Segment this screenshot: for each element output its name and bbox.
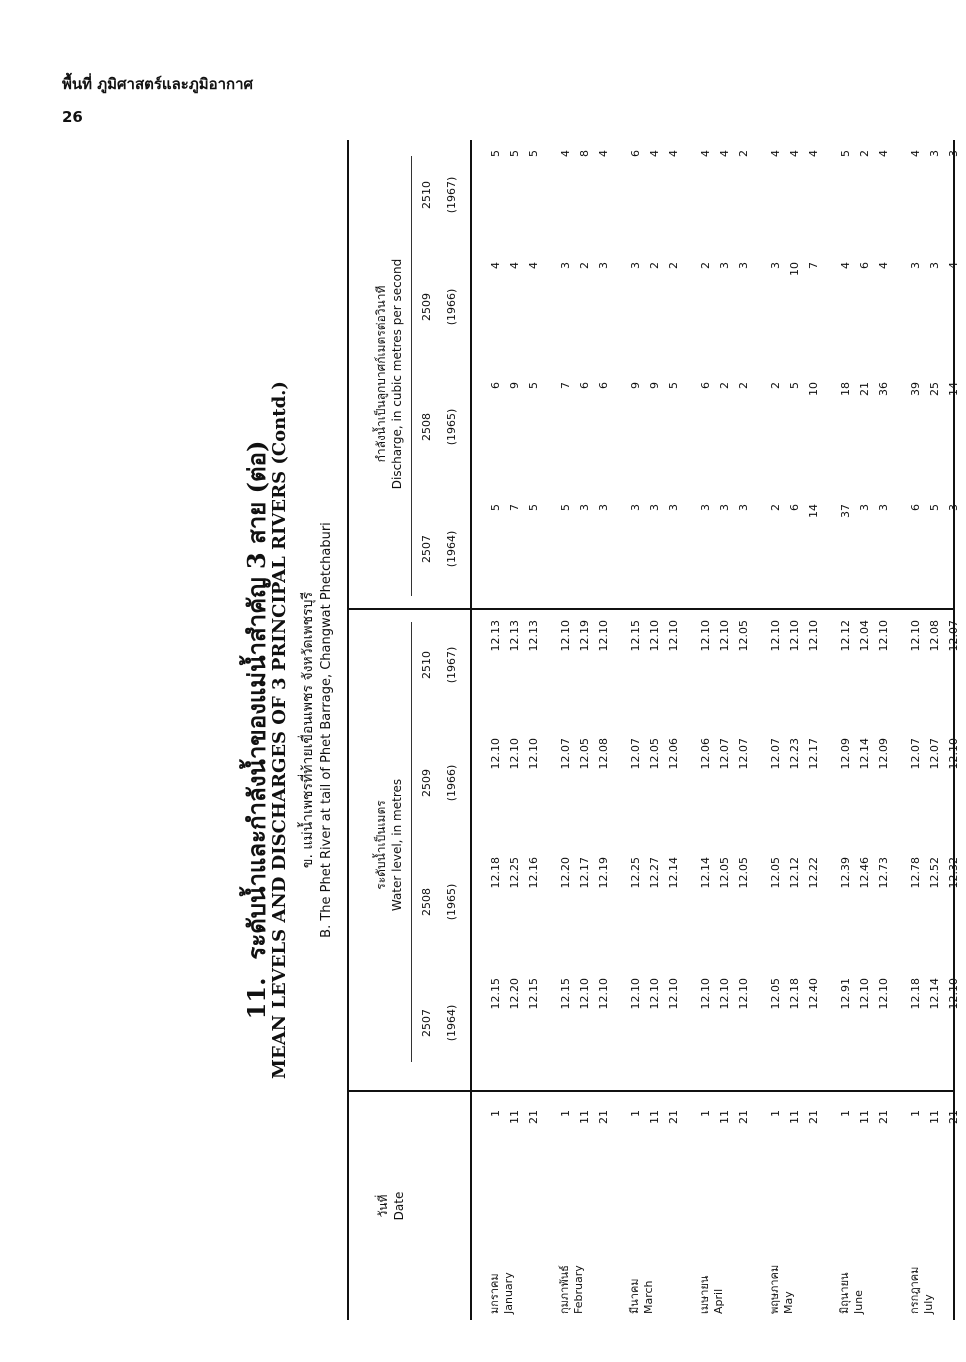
level-cell: 12.10 — [947, 738, 960, 770]
discharge-cell: 3 — [858, 504, 871, 511]
level-year-be: 2507 — [420, 1009, 433, 1037]
discharge-cell: 4 — [788, 150, 801, 157]
level-cell: 12.05 — [578, 738, 591, 770]
day-cell: 21 — [877, 1110, 890, 1124]
month-label-english: June — [852, 1290, 865, 1314]
discharge-cell: 18 — [839, 382, 852, 396]
level-cell: 12.10 — [769, 620, 782, 652]
discharge-cell: 4 — [807, 150, 820, 157]
level-cell: 12.10 — [559, 620, 572, 652]
level-cell: 12.10 — [858, 978, 871, 1010]
page-header: พื้นที่ ภูมิศาสตร์และภูมิอากาศ — [62, 75, 254, 93]
month-label-english: May — [782, 1291, 795, 1314]
day-cell: 11 — [578, 1110, 591, 1124]
level-cell: 12.07 — [769, 738, 782, 770]
discharge-cell: 5 — [928, 504, 941, 511]
level-cell: 12.09 — [839, 738, 852, 770]
discharge-cell: 4 — [718, 150, 731, 157]
level-cell: 12.12 — [839, 620, 852, 652]
month-label-thai: มีนาคม — [628, 1278, 641, 1314]
level-cell: 12.06 — [699, 738, 712, 770]
discharge-cell: 4 — [839, 262, 852, 269]
level-cell: 12.91 — [839, 978, 852, 1010]
header-bottom-rule — [470, 140, 472, 1320]
level-cell: 12.08 — [928, 620, 941, 652]
discharge-cell: 2 — [737, 382, 750, 389]
level-cell: 12.15 — [527, 978, 540, 1010]
level-year-ce: (1965) — [445, 883, 458, 921]
level-cell: 12.10 — [597, 620, 610, 652]
level-cell: 12.18 — [788, 978, 801, 1010]
month-label-english: July — [922, 1294, 935, 1314]
discharge-cell: 5 — [508, 150, 521, 157]
discharge-cell: 2 — [858, 150, 871, 157]
discharge-cell: 5 — [489, 504, 502, 511]
date-column-rule — [347, 1090, 953, 1092]
level-cell: 12.09 — [877, 738, 890, 770]
level-cell: 12.10 — [737, 978, 750, 1010]
level-year-be: 2509 — [420, 769, 433, 797]
discharge-cell: 3 — [928, 150, 941, 157]
discharge-header — [373, 140, 405, 608]
discharge-cell: 2 — [699, 262, 712, 269]
level-cell: 12.25 — [629, 857, 642, 889]
level-cell: 12.18 — [489, 857, 502, 889]
water-level-thai: ระดับน้ำเป็นเมตร — [374, 800, 388, 890]
level-cell: 12.18 — [909, 978, 922, 1010]
discharge-cell: 3 — [947, 504, 960, 511]
discharge-cell: 6 — [578, 382, 591, 389]
day-cell: 21 — [807, 1110, 820, 1124]
level-cell: 12.06 — [667, 738, 680, 770]
level-cell: 12.10 — [508, 738, 521, 770]
level-cell: 12.10 — [648, 978, 661, 1010]
discharge-cell: 4 — [947, 262, 960, 269]
level-cell: 12.15 — [559, 978, 572, 1010]
discharge-cell: 5 — [559, 504, 572, 511]
discharge-cell: 21 — [858, 382, 871, 396]
level-cell: 12.10 — [699, 978, 712, 1010]
discharge-cell: 3 — [718, 504, 731, 511]
discharge-cell: 3 — [597, 504, 610, 511]
title-english: MEAN LEVELS AND DISCHARGES OF 3 PRINCIPAL RIVERS (Contd.) — [269, 381, 290, 1079]
discharge-cell: 3 — [559, 262, 572, 269]
level-cell: 12.52 — [928, 857, 941, 889]
level-cell: 12.17 — [578, 857, 591, 889]
day-cell: 11 — [928, 1110, 941, 1124]
discharge-cell: 5 — [489, 150, 502, 157]
discharge-english: Discharge, in cubic metres per second — [390, 258, 404, 490]
level-cell: 12.40 — [807, 978, 820, 1010]
level-cell: 12.15 — [629, 620, 642, 652]
subtitle-english: B. The Phet River at tail of Phet Barrage, Changwat Phetchaburi — [319, 522, 334, 938]
level-cell: 12.07 — [928, 738, 941, 770]
level-cell: 12.07 — [559, 738, 572, 770]
level-cell: 12.13 — [508, 620, 521, 652]
level-cell: 12.08 — [597, 738, 610, 770]
level-cell: 12.07 — [629, 738, 642, 770]
discharge-cell: 2 — [737, 150, 750, 157]
month-label-english: January — [502, 1272, 515, 1314]
level-cell: 12.22 — [807, 857, 820, 889]
level-cell: 12.20 — [559, 857, 572, 889]
month-label-thai: เมษายน — [698, 1275, 711, 1314]
discharge-cell: 9 — [648, 382, 661, 389]
level-cell: 12.10 — [648, 620, 661, 652]
discharge-cell: 3 — [877, 504, 890, 511]
discharge-cell: 4 — [909, 150, 922, 157]
level-cell: 12.13 — [489, 620, 502, 652]
day-cell: 1 — [699, 1110, 712, 1117]
discharge-year-be: 2509 — [420, 293, 433, 321]
discharge-cell: 3 — [737, 504, 750, 511]
level-cell: 12.10 — [667, 620, 680, 652]
level-cell: 12.10 — [597, 978, 610, 1010]
table-title — [235, 140, 343, 1320]
title-thai-text: ระดับน้ำและกำลังน้ำของแม่น้ำสำคัญ 3 สาย (ต่อ) — [242, 440, 271, 960]
discharge-cell: 7 — [559, 382, 572, 389]
discharge-cell: 3 — [629, 504, 642, 511]
discharge-cell: 3 — [737, 262, 750, 269]
discharge-year-ce: (1967) — [445, 176, 458, 214]
discharge-cell: 4 — [508, 262, 521, 269]
discharge-cell: 7 — [508, 504, 521, 511]
level-cell: 12.07 — [947, 620, 960, 652]
discharge-cell: 2 — [667, 262, 680, 269]
month-label-english: April — [712, 1288, 725, 1314]
discharge-cell: 5 — [527, 504, 540, 511]
level-cell: 12.05 — [737, 857, 750, 889]
level-cell: 12.14 — [699, 857, 712, 889]
discharge-cell: 5 — [527, 150, 540, 157]
discharge-cell: 9 — [508, 382, 521, 389]
discharge-cell: 6 — [629, 150, 642, 157]
day-cell: 1 — [489, 1110, 502, 1117]
level-cell: 12.10 — [527, 738, 540, 770]
table-top-rule — [347, 140, 349, 1320]
discharge-group-rule — [411, 156, 412, 596]
water-level-english: Water level, in metres — [390, 778, 404, 912]
discharge-cell: 6 — [489, 382, 502, 389]
day-cell: 21 — [667, 1110, 680, 1124]
discharge-year-be: 2510 — [420, 181, 433, 209]
level-cell: 12.78 — [909, 857, 922, 889]
month-label-thai: มิถุนายน — [838, 1272, 851, 1314]
level-cell: 12.15 — [489, 978, 502, 1010]
level-cell: 12.07 — [737, 738, 750, 770]
discharge-cell: 5 — [788, 382, 801, 389]
level-cell: 12.17 — [807, 738, 820, 770]
discharge-cell: 4 — [489, 262, 502, 269]
water-level-header — [373, 610, 405, 1080]
level-cell: 12.05 — [648, 738, 661, 770]
level-cell: 12.32 — [947, 857, 960, 889]
discharge-cell: 37 — [839, 504, 852, 518]
discharge-cell: 14 — [807, 504, 820, 518]
day-cell: 1 — [839, 1110, 852, 1117]
discharge-cell: 6 — [909, 504, 922, 511]
day-cell: 1 — [559, 1110, 572, 1117]
date-header — [375, 1092, 407, 1320]
discharge-cell: 4 — [667, 150, 680, 157]
day-cell: 21 — [947, 1110, 960, 1124]
discharge-cell: 3 — [578, 504, 591, 511]
day-cell: 21 — [527, 1110, 540, 1124]
level-cell: 12.07 — [909, 738, 922, 770]
level-cell: 12.39 — [839, 857, 852, 889]
discharge-cell: 3 — [648, 504, 661, 511]
month-label-thai: พฤษภาคม — [768, 1264, 781, 1314]
discharge-cell: 2 — [718, 382, 731, 389]
rotated-table — [235, 140, 960, 1320]
month-label-thai: กรกฎาคม — [908, 1266, 921, 1314]
level-cell: 12.10 — [947, 978, 960, 1010]
level-year-ce: (1967) — [445, 646, 458, 684]
day-cell: 11 — [648, 1110, 661, 1124]
level-cell: 12.25 — [508, 857, 521, 889]
level-cell: 12.13 — [527, 620, 540, 652]
discharge-cell: 39 — [909, 382, 922, 396]
level-cell: 12.10 — [699, 620, 712, 652]
discharge-cell: 36 — [877, 382, 890, 396]
level-cell: 12.05 — [769, 857, 782, 889]
discharge-cell: 3 — [909, 262, 922, 269]
month-label-thai: กุมภาพันธ์ — [558, 1265, 571, 1314]
discharge-cell: 8 — [578, 150, 591, 157]
discharge-cell: 5 — [839, 150, 852, 157]
discharge-cell: 6 — [699, 382, 712, 389]
level-cell: 12.19 — [578, 620, 591, 652]
discharge-cell: 10 — [807, 382, 820, 396]
level-cell: 12.46 — [858, 857, 871, 889]
level-cell: 12.16 — [527, 857, 540, 889]
level-cell: 12.05 — [718, 857, 731, 889]
level-cell: 12.12 — [788, 857, 801, 889]
discharge-cell: 3 — [718, 262, 731, 269]
discharge-cell: 5 — [527, 382, 540, 389]
discharge-year-ce: (1964) — [445, 530, 458, 568]
date-header-thai: วันที่ — [376, 1194, 390, 1218]
discharge-cell: 7 — [807, 262, 820, 269]
day-cell: 1 — [629, 1110, 642, 1117]
discharge-cell: 3 — [947, 150, 960, 157]
discharge-cell: 10 — [788, 262, 801, 276]
day-cell: 21 — [597, 1110, 610, 1124]
level-cell: 12.10 — [909, 620, 922, 652]
discharge-cell: 6 — [788, 504, 801, 511]
discharge-cell: 3 — [667, 504, 680, 511]
level-cell: 12.10 — [489, 738, 502, 770]
discharge-cell: 2 — [769, 504, 782, 511]
discharge-cell: 3 — [769, 262, 782, 269]
level-cell: 12.10 — [718, 620, 731, 652]
discharge-cell: 4 — [648, 150, 661, 157]
level-cell: 12.10 — [877, 620, 890, 652]
level-cell: 12.10 — [667, 978, 680, 1010]
level-year-ce: (1966) — [445, 764, 458, 802]
level-cell: 12.27 — [648, 857, 661, 889]
discharge-year-be: 2507 — [420, 535, 433, 563]
level-cell: 12.10 — [718, 978, 731, 1010]
month-label-thai: มกราคม — [488, 1273, 501, 1314]
discharge-thai: กำลังน้ำเป็นลูกบาศก์เมตรต่อวินาที — [374, 285, 388, 463]
discharge-cell: 3 — [597, 262, 610, 269]
level-cell: 12.10 — [788, 620, 801, 652]
level-cell: 12.73 — [877, 857, 890, 889]
day-cell: 11 — [858, 1110, 871, 1124]
level-year-be: 2508 — [420, 888, 433, 916]
level-cell: 12.14 — [667, 857, 680, 889]
title-number: 11. — [242, 977, 271, 1020]
discharge-cell: 4 — [699, 150, 712, 157]
level-cell: 12.14 — [928, 978, 941, 1010]
level-cell: 12.04 — [858, 620, 871, 652]
level-cell: 12.07 — [718, 738, 731, 770]
discharge-cell: 5 — [667, 382, 680, 389]
discharge-year-ce: (1965) — [445, 408, 458, 446]
discharge-year-be: 2508 — [420, 413, 433, 441]
level-cell: 12.14 — [858, 738, 871, 770]
page-number: 26 — [62, 108, 83, 126]
discharge-year-ce: (1966) — [445, 288, 458, 326]
level-cell: 12.05 — [769, 978, 782, 1010]
level-cell: 12.20 — [508, 978, 521, 1010]
discharge-cell: 25 — [928, 382, 941, 396]
discharge-cell: 3 — [928, 262, 941, 269]
day-cell: 11 — [508, 1110, 521, 1124]
date-header-english: Date — [392, 1191, 406, 1221]
discharge-cell: 3 — [699, 504, 712, 511]
discharge-cell: 9 — [629, 382, 642, 389]
discharge-cell: 4 — [877, 150, 890, 157]
discharge-cell: 3 — [629, 262, 642, 269]
month-label-english: March — [642, 1280, 655, 1314]
day-cell: 1 — [769, 1110, 782, 1117]
discharge-cell: 14 — [947, 382, 960, 396]
subtitle-thai: ข. แม่น้ำเพชรที่ท้ายเขื่อนเพชร จังหวัดเพชรบุรี — [300, 591, 316, 869]
discharge-cell: 6 — [597, 382, 610, 389]
day-cell: 11 — [788, 1110, 801, 1124]
day-cell: 11 — [718, 1110, 731, 1124]
level-cell: 12.10 — [877, 978, 890, 1010]
discharge-cell: 6 — [858, 262, 871, 269]
discharge-cell: 4 — [597, 150, 610, 157]
level-cell: 12.05 — [737, 620, 750, 652]
discharge-cell: 4 — [877, 262, 890, 269]
discharge-cell: 4 — [559, 150, 572, 157]
level-cell: 12.10 — [578, 978, 591, 1010]
day-cell: 1 — [909, 1110, 922, 1117]
level-year-ce: (1964) — [445, 1004, 458, 1042]
level-cell: 12.10 — [629, 978, 642, 1010]
month-label-english: February — [572, 1265, 585, 1314]
water-level-group-rule — [411, 622, 412, 1062]
level-cell: 12.10 — [807, 620, 820, 652]
discharge-cell: 4 — [527, 262, 540, 269]
group-divider-rule — [347, 608, 953, 610]
level-cell: 12.23 — [788, 738, 801, 770]
level-cell: 12.19 — [597, 857, 610, 889]
discharge-cell: 2 — [769, 382, 782, 389]
level-year-be: 2510 — [420, 651, 433, 679]
discharge-cell: 4 — [769, 150, 782, 157]
discharge-cell: 2 — [578, 262, 591, 269]
discharge-cell: 2 — [648, 262, 661, 269]
day-cell: 21 — [737, 1110, 750, 1124]
